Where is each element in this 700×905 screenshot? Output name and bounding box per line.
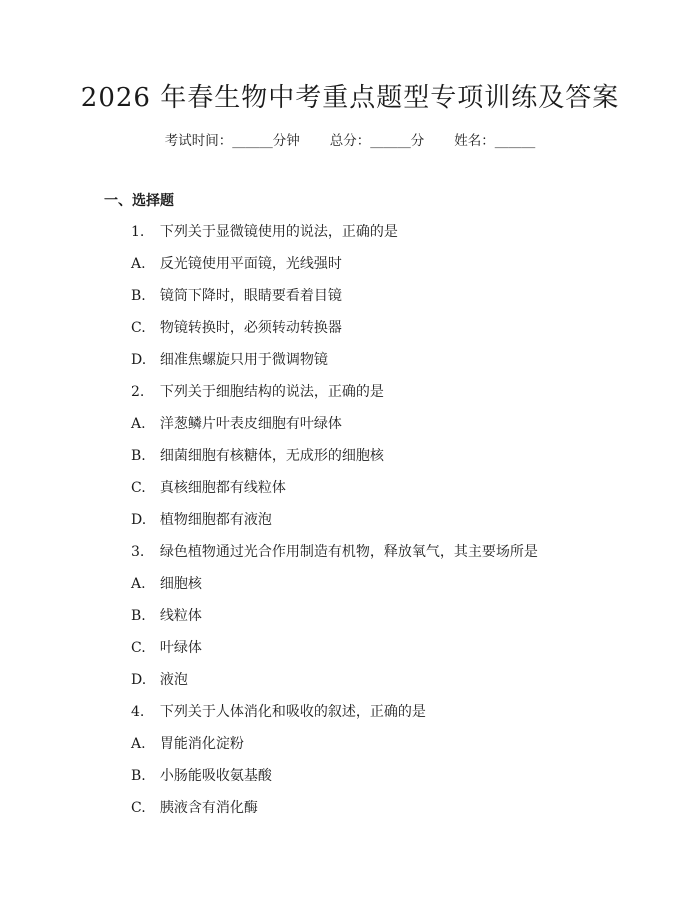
question-text: 下列关于显微镜使用的说法，正确的是 <box>159 224 398 240</box>
question-number: 1. <box>131 224 145 240</box>
exam-time-blank: ______ <box>232 133 273 149</box>
option-text: 细胞核 <box>159 576 202 592</box>
answer-option <box>131 285 342 307</box>
option-letter: A. <box>131 416 146 432</box>
document-title: 2026 年春生物中考重点题型专项训练及答案 <box>80 83 620 113</box>
question-number: 3. <box>131 544 145 560</box>
option-text: 液泡 <box>159 672 188 688</box>
question-text: 下列关于人体消化和吸收的叙述，正确的是 <box>159 704 426 720</box>
option-text: 物镜转换时，必须转动转换器 <box>159 320 342 336</box>
answer-option <box>131 413 342 435</box>
option-text: 胰液含有消化酶 <box>159 800 258 816</box>
question-stem <box>131 541 538 563</box>
answer-option <box>131 605 202 627</box>
question-text: 绿色植物通过光合作用制造有机物，释放氧气，其主要场所是 <box>159 544 538 560</box>
answer-option <box>131 349 328 371</box>
option-letter: C. <box>131 320 146 336</box>
option-text: 胃能消化淀粉 <box>159 736 244 752</box>
option-text: 小肠能吸收氨基酸 <box>159 768 272 784</box>
option-text: 洋葱鳞片叶表皮细胞有叶绿体 <box>159 416 342 432</box>
option-text: 植物细胞都有液泡 <box>159 512 272 528</box>
option-letter: D. <box>131 672 147 688</box>
option-letter: C. <box>131 480 146 496</box>
answer-option <box>131 573 202 595</box>
option-letter: C. <box>131 640 146 656</box>
option-letter: D. <box>131 352 147 368</box>
question-stem <box>131 701 426 723</box>
option-letter: A. <box>131 256 146 272</box>
option-text: 细菌细胞有核糖体，无成形的细胞核 <box>159 448 384 464</box>
exam-time-unit: 分钟 <box>272 133 300 149</box>
total-score-blank: ______ <box>370 133 411 149</box>
answer-option <box>131 317 342 339</box>
total-score-label: 总分： <box>329 133 371 149</box>
question-stem <box>131 221 398 243</box>
answer-option <box>131 253 342 275</box>
option-letter: C. <box>131 800 146 816</box>
answer-option <box>131 733 244 755</box>
answer-option <box>131 509 272 531</box>
question-text: 下列关于细胞结构的说法，正确的是 <box>159 384 384 400</box>
option-letter: D. <box>131 512 147 528</box>
exam-info-line <box>0 130 700 152</box>
option-text: 细准焦螺旋只用于微调物镜 <box>159 352 328 368</box>
option-letter: B. <box>131 448 146 464</box>
answer-option <box>131 445 384 467</box>
option-text: 镜筒下降时，眼睛要看着目镜 <box>159 288 342 304</box>
option-letter: A. <box>131 576 146 592</box>
student-name-label: 姓名： <box>454 133 495 149</box>
total-score-unit: 分 <box>410 133 425 149</box>
answer-option <box>131 637 202 659</box>
section-heading: 一、选择题 <box>104 193 174 209</box>
option-text: 真核细胞都有线粒体 <box>159 480 286 496</box>
answer-option <box>131 765 272 787</box>
option-text: 线粒体 <box>159 608 202 624</box>
question-number: 4. <box>131 704 145 720</box>
question-stem <box>131 381 384 403</box>
option-letter: B. <box>131 288 146 304</box>
option-text: 叶绿体 <box>159 640 202 656</box>
option-letter: A. <box>131 736 146 752</box>
answer-option <box>131 669 188 691</box>
option-letter: B. <box>131 608 146 624</box>
student-name-blank: ______ <box>494 133 536 149</box>
option-letter: B. <box>131 768 146 784</box>
answer-option <box>131 797 258 819</box>
exam-time-label: 考试时间： <box>164 133 233 149</box>
answer-option <box>131 477 286 499</box>
question-number: 2. <box>131 384 145 400</box>
option-text: 反光镜使用平面镜，光线强时 <box>159 256 342 272</box>
